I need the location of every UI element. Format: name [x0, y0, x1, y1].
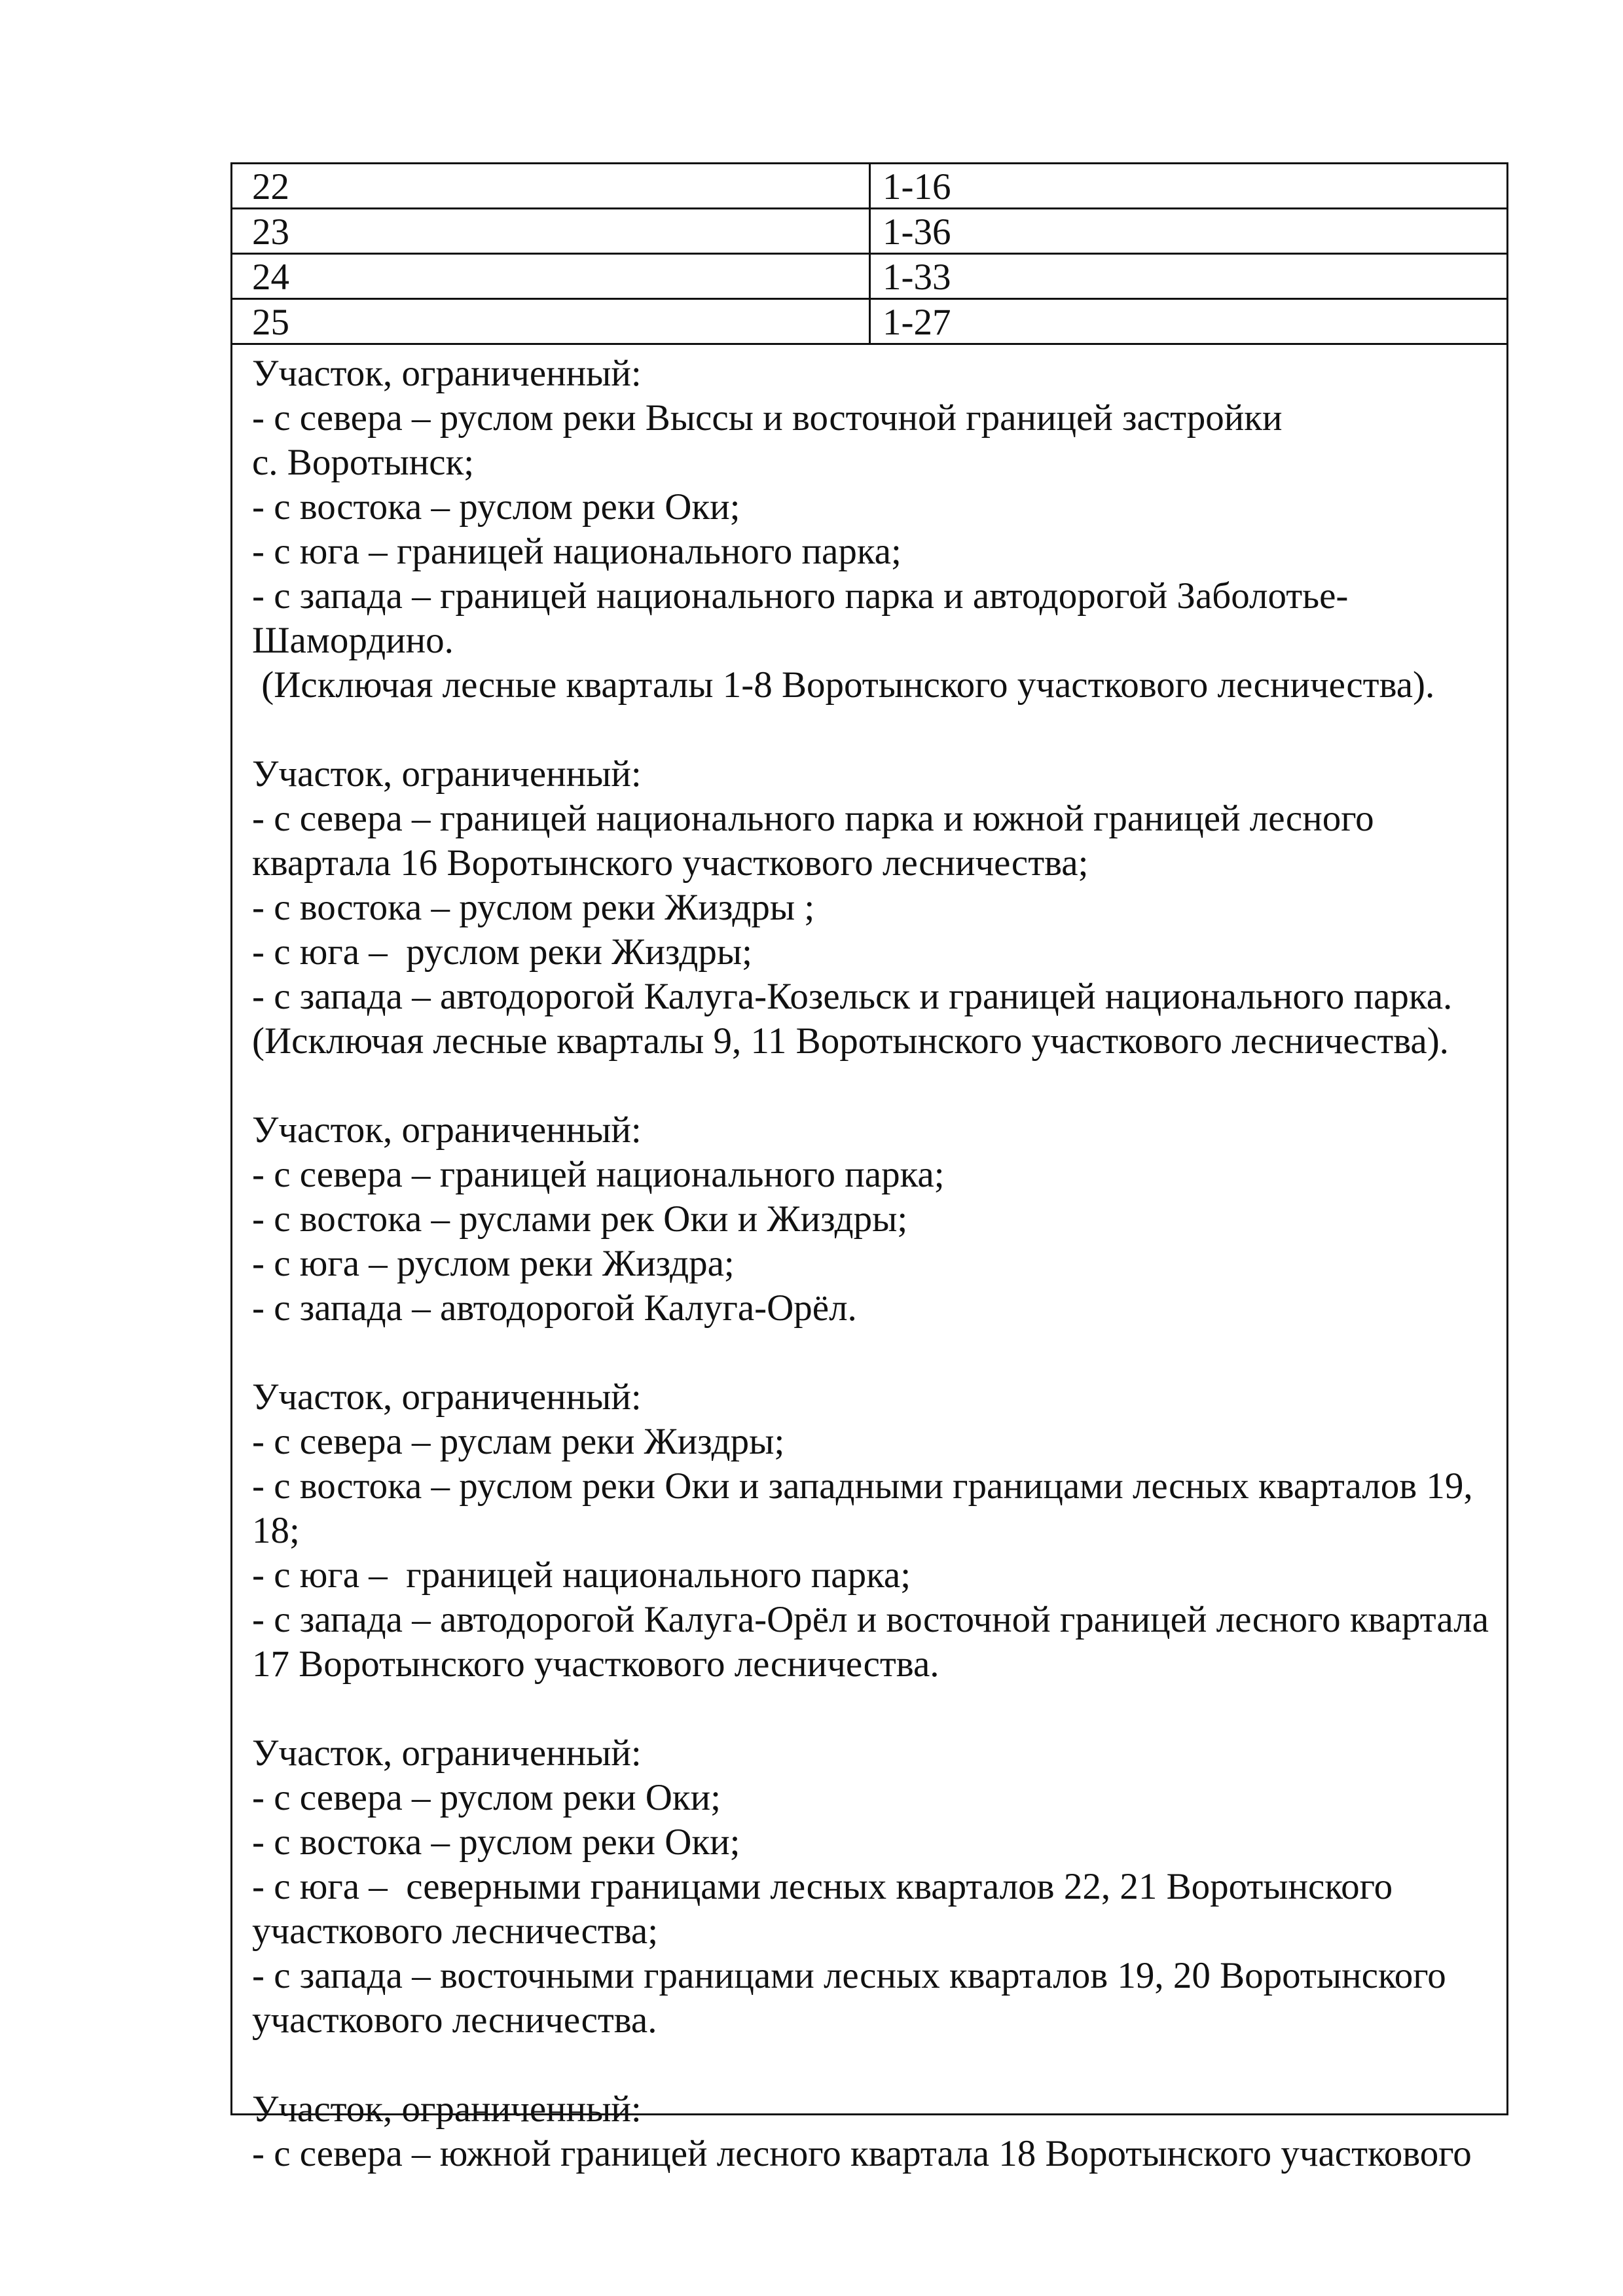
boundary-line: - с юга – границей национального парка; [252, 1554, 911, 1596]
boundary-descriptions [232, 345, 1506, 2176]
boundary-line: участкового лесничества; [252, 1910, 659, 1952]
boundary-line: - с востока – руслом реки Оки; [252, 1821, 740, 1863]
boundary-line: - с запада – восточными границами лесных кварталов 19, 20 Воротынского [252, 1955, 1446, 1996]
boundary-line: с. Воротынск; [252, 442, 475, 483]
boundary-line: - с запада – автодорогой Калуга-Орёл. [252, 1287, 857, 1329]
table-row [232, 209, 1506, 255]
table-row [232, 255, 1506, 300]
boundary-section [252, 1731, 1500, 2043]
boundary-line: - с запада – автодорогой Калуга-Орёл и восточной границей лесного квартала [252, 1599, 1489, 1640]
boundary-line: - с запада – границей национального парка и автодорогой Заболотье- [252, 575, 1349, 617]
row-range: 1-33 [883, 257, 951, 298]
boundary-section [252, 1108, 1500, 1331]
boundary-section [252, 752, 1500, 1064]
row-range: 1-36 [883, 211, 951, 253]
section-heading: Участок, ограниченный: [252, 1109, 642, 1151]
boundary-line: - с севера – руслам реки Жиздры; [252, 1421, 785, 1462]
boundary-line: (Исключая лесные кварталы 9, 11 Воротынского участкового лесничества). [252, 1020, 1449, 1062]
boundary-line: - с юга – северными границами лесных кварталов 22, 21 Воротынского [252, 1866, 1393, 1907]
boundary-line: - с севера – границей национального парка; [252, 1154, 945, 1195]
boundary-section [252, 1375, 1500, 1687]
boundary-line: - с юга – руслом реки Жиздры; [252, 931, 752, 973]
boundary-line: - с юга – руслом реки Жиздра; [252, 1243, 735, 1284]
document-frame [230, 162, 1508, 2174]
boundary-line: 17 Воротынского участкового лесничества. [252, 1643, 939, 1685]
boundary-line: квартала 16 Воротынского участкового лесничества; [252, 842, 1089, 884]
boundary-line: - с востока – руслами рек Оки и Жиздры; [252, 1198, 908, 1240]
row-number: 25 [232, 300, 871, 343]
row-range: 1-16 [883, 166, 951, 207]
row-range: 1-27 [883, 302, 951, 343]
boundary-line: (Исключая лесные кварталы 1-8 Воротынского участкового лесничества). [252, 664, 1435, 706]
boundary-line: - с севера – руслом реки Оки; [252, 1777, 721, 1818]
boundary-line: - с востока – руслом реки Жиздры ; [252, 887, 815, 928]
table-row [232, 300, 1506, 345]
section-heading: Участок, ограниченный: [252, 1376, 642, 1418]
section-heading: Участок, ограниченный: [252, 753, 642, 795]
table-row [232, 164, 1506, 209]
row-number: 22 [232, 164, 871, 207]
boundary-line: - с востока – руслом реки Оки и западными границами лесных кварталов 19, [252, 1465, 1473, 1507]
section-heading: Участок, ограниченный: [252, 1732, 642, 1774]
boundary-line: - с востока – руслом реки Оки; [252, 486, 740, 528]
boundary-line: участкового лесничества. [252, 2000, 657, 2041]
boundary-section [252, 2087, 1500, 2176]
boundary-line: - с запада – автодорогой Калуга-Козельск и границей национального парка. [252, 976, 1453, 1017]
boundary-line: Шамордино. [252, 620, 454, 661]
boundary-section [252, 351, 1500, 708]
section-heading: Участок, ограниченный: [252, 353, 642, 394]
boundary-line: - с юга – границей национального парка; [252, 531, 902, 572]
boundary-line: - с севера – границей национального парка и южной границей лесного [252, 798, 1374, 839]
row-number: 23 [232, 209, 871, 253]
row-number: 24 [232, 255, 871, 298]
boundary-line: - с севера – руслом реки Выссы и восточной границей застройки [252, 397, 1283, 439]
section-heading: Участок, ограниченный: [252, 2089, 642, 2130]
boundary-line: - с севера – южной границей лесного квартала 18 Воротынского участкового [252, 2133, 1472, 2174]
quarters-table [232, 164, 1506, 345]
boundary-line: 18; [252, 1510, 300, 1551]
